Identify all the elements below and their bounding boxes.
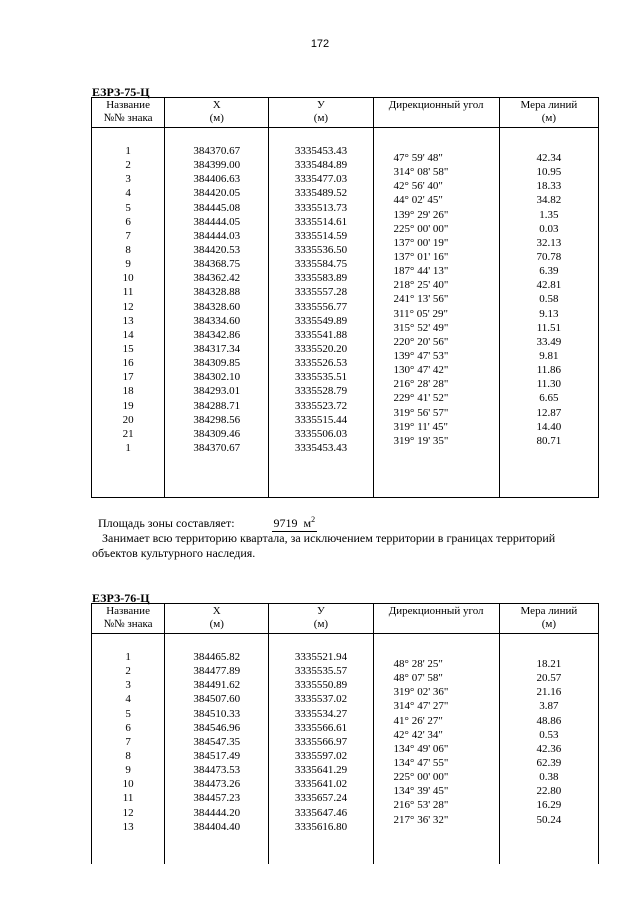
direction-angle: 315° 52' 49" bbox=[393, 321, 449, 334]
coordinates-table bbox=[91, 603, 599, 864]
y-value: 3335541.88 bbox=[294, 328, 348, 341]
y-value: 3335584.75 bbox=[294, 258, 348, 271]
header-name: Название №№ знака bbox=[92, 98, 165, 128]
header-angle: Дирекционный угол bbox=[373, 604, 499, 634]
point-number: 10 bbox=[122, 272, 134, 285]
line-length: 0.53 bbox=[539, 728, 559, 741]
direction-angle: 187° 44' 13" bbox=[393, 265, 449, 278]
point-number: 1 bbox=[125, 651, 131, 663]
y-value: 3335550.89 bbox=[294, 679, 348, 692]
direction-angle: 311° 05' 29" bbox=[393, 307, 449, 320]
y-value: 3335515.44 bbox=[294, 413, 348, 426]
y-value: 3335489.52 bbox=[294, 187, 348, 200]
point-number: 3 bbox=[125, 679, 131, 692]
header-x: X (м) bbox=[165, 604, 269, 634]
table-body bbox=[92, 128, 599, 498]
y-value: 3335597.02 bbox=[294, 749, 348, 762]
direction-angle: 139° 47' 53" bbox=[393, 349, 449, 362]
point-number: 4 bbox=[125, 187, 131, 200]
y-value: 3335477.03 bbox=[294, 173, 348, 186]
line-length: 11.51 bbox=[536, 321, 562, 334]
direction-angle: 42° 42' 34" bbox=[393, 728, 443, 741]
y-value: 3335647.46 bbox=[294, 806, 348, 819]
point-number: 4 bbox=[125, 693, 131, 706]
header-y: У (м) bbox=[269, 98, 373, 128]
header-y: У (м) bbox=[269, 604, 373, 634]
x-value: 384334.60 bbox=[193, 314, 241, 327]
direction-angle: 216° 53' 28" bbox=[393, 799, 449, 812]
direction-angle: 137° 00' 19" bbox=[393, 236, 449, 249]
y-value: 3335528.79 bbox=[294, 385, 348, 398]
direction-angle: 41° 26' 27" bbox=[393, 714, 443, 727]
line-length: 18.21 bbox=[536, 658, 562, 670]
line-length: 48.86 bbox=[536, 714, 562, 727]
x-value: 384420.53 bbox=[193, 243, 241, 256]
y-value: 3335583.89 bbox=[294, 272, 348, 285]
point-number: 3 bbox=[125, 173, 131, 186]
x-value: 384370.67 bbox=[193, 145, 241, 157]
y-column bbox=[269, 128, 373, 498]
point-number: 15 bbox=[122, 342, 134, 355]
line-length: 10.95 bbox=[536, 166, 562, 179]
line-length: 6.65 bbox=[539, 392, 559, 405]
direction-angle: 225° 00' 00" bbox=[393, 771, 449, 784]
line-length: 32.13 bbox=[536, 236, 562, 249]
direction-angle: 44° 02' 45" bbox=[393, 194, 443, 207]
point-number: 8 bbox=[125, 749, 131, 762]
y-value: 3335534.27 bbox=[294, 707, 348, 720]
y-value: 3335523.72 bbox=[294, 399, 348, 412]
table-header bbox=[92, 98, 599, 128]
point-number: 11 bbox=[122, 792, 134, 805]
point-number: 6 bbox=[125, 721, 131, 734]
point-number: 9 bbox=[125, 764, 131, 777]
direction-angle: 319° 02' 36" bbox=[393, 686, 449, 699]
point-number: 12 bbox=[122, 806, 134, 819]
direction-angle: 241° 13' 56" bbox=[393, 293, 449, 306]
direction-angle: 319° 19' 35" bbox=[393, 434, 449, 447]
zone-title: ЕЗРЗ-75-Ц bbox=[92, 85, 150, 99]
point-number: 21 bbox=[122, 427, 134, 440]
point-number: 17 bbox=[122, 371, 134, 384]
x-value: 384309.46 bbox=[193, 427, 241, 440]
x-value: 384444.03 bbox=[193, 229, 241, 242]
line-length: 34.82 bbox=[536, 194, 562, 207]
area-line bbox=[98, 515, 317, 532]
x-value: 384546.96 bbox=[193, 721, 241, 734]
line-length: 22.80 bbox=[536, 785, 562, 798]
x-value: 384288.71 bbox=[193, 399, 241, 412]
x-value: 384406.63 bbox=[193, 173, 241, 186]
point-number: 1 bbox=[125, 441, 131, 454]
y-value: 3335616.80 bbox=[294, 820, 348, 833]
x-value: 384507.60 bbox=[193, 693, 241, 706]
line-length: 42.36 bbox=[536, 742, 562, 755]
direction-angle: 319° 11' 45" bbox=[393, 420, 449, 433]
direction-angle: 130° 47' 42" bbox=[393, 364, 449, 377]
y-value: 3335657.24 bbox=[294, 792, 348, 805]
direction-angle: 314° 47' 27" bbox=[393, 700, 449, 713]
direction-angle: 229° 41' 52" bbox=[393, 392, 449, 405]
line-length: 50.24 bbox=[536, 813, 562, 826]
point-number: 7 bbox=[125, 229, 131, 242]
line-length: 14.40 bbox=[536, 420, 562, 433]
y-value: 3335535.51 bbox=[294, 371, 348, 384]
y-value: 3335556.77 bbox=[294, 300, 348, 313]
line-length: 42.81 bbox=[536, 279, 562, 292]
y-value: 3335506.03 bbox=[294, 427, 348, 440]
y-value: 3335566.61 bbox=[294, 721, 348, 734]
y-value: 3335557.28 bbox=[294, 286, 348, 299]
length-column bbox=[499, 128, 598, 498]
angle-column bbox=[373, 128, 499, 498]
direction-angle: 218° 25' 40" bbox=[393, 279, 449, 292]
point-number: 14 bbox=[122, 328, 134, 341]
x-value: 384399.00 bbox=[193, 159, 241, 172]
zone-title: ЕЗРЗ-76-Ц bbox=[92, 591, 150, 605]
line-length: 1.35 bbox=[539, 208, 559, 221]
line-length: 0.38 bbox=[539, 771, 559, 784]
direction-angle: 42° 56' 40" bbox=[393, 180, 443, 193]
x-value: 384328.60 bbox=[193, 300, 241, 313]
x-value: 384517.49 bbox=[193, 749, 241, 762]
y-value: 3335521.94 bbox=[294, 651, 348, 663]
direction-angle: 220° 20' 56" bbox=[393, 335, 449, 348]
x-value: 384298.56 bbox=[193, 413, 241, 426]
area-value: 9719 $м^2$ bbox=[273, 515, 316, 530]
x-value: 384302.10 bbox=[193, 371, 241, 384]
point-number: 12 bbox=[122, 300, 134, 313]
line-length: 62.39 bbox=[536, 756, 562, 769]
direction-angle: 217° 36' 32" bbox=[393, 813, 449, 826]
y-value: 3335537.02 bbox=[294, 693, 348, 706]
header-name: Название №№ знака bbox=[92, 604, 165, 634]
x-value: 384444.05 bbox=[193, 215, 241, 228]
page-number: 172 bbox=[310, 38, 330, 50]
point-numbers-column bbox=[92, 128, 165, 498]
table-body bbox=[92, 634, 599, 864]
x-column bbox=[165, 634, 269, 864]
line-length: 11.30 bbox=[536, 378, 562, 391]
x-value: 384444.20 bbox=[193, 806, 241, 819]
point-number: 18 bbox=[122, 385, 134, 398]
header-length: Мера линий (м) bbox=[499, 604, 598, 634]
line-length: 12.87 bbox=[536, 406, 562, 419]
y-value: 3335453.43 bbox=[294, 441, 348, 454]
length-column bbox=[499, 634, 598, 864]
header-length: Мера линий (м) bbox=[499, 98, 598, 128]
x-value: 384362.42 bbox=[193, 272, 241, 285]
line-length: 33.49 bbox=[536, 335, 562, 348]
zone-note: Занимает всю территорию квартала, за исключением территории в границах территорий объектов культурного наследия. bbox=[92, 531, 556, 560]
direction-angle: 319° 56' 57" bbox=[393, 406, 449, 419]
x-value: 384368.75 bbox=[193, 258, 241, 271]
y-value: 3335566.97 bbox=[294, 735, 348, 748]
x-value: 384473.53 bbox=[193, 764, 241, 777]
direction-angle: 134° 49' 06" bbox=[393, 742, 449, 755]
direction-angle: 225° 00' 00" bbox=[393, 222, 449, 235]
line-length: 80.71 bbox=[536, 434, 562, 447]
line-length: 20.57 bbox=[536, 672, 562, 685]
header-angle: Дирекционный угол bbox=[373, 98, 499, 128]
point-number: 19 bbox=[122, 399, 134, 412]
point-number: 6 bbox=[125, 215, 131, 228]
y-value: 3335484.89 bbox=[294, 159, 348, 172]
angle-column bbox=[373, 634, 499, 864]
y-value: 3335536.50 bbox=[294, 243, 348, 256]
point-number: 11 bbox=[122, 286, 134, 299]
x-value: 384477.89 bbox=[193, 665, 241, 678]
area-label: Площадь зоны составляет: bbox=[98, 516, 235, 530]
point-number: 8 bbox=[125, 243, 131, 256]
point-number: 2 bbox=[125, 159, 131, 172]
line-length: 21.16 bbox=[536, 686, 562, 699]
direction-angle: 48° 07' 58" bbox=[393, 672, 443, 685]
coordinates-table bbox=[91, 97, 599, 498]
point-number: 16 bbox=[122, 357, 134, 370]
point-number: 1 bbox=[125, 145, 131, 157]
line-length: 42.34 bbox=[536, 152, 562, 164]
point-number: 20 bbox=[122, 413, 134, 426]
direction-angle: 134° 47' 55" bbox=[393, 756, 449, 769]
y-value: 3335514.59 bbox=[294, 229, 348, 242]
header-x: X (м) bbox=[165, 98, 269, 128]
x-value: 384473.26 bbox=[193, 778, 241, 791]
point-number: 5 bbox=[125, 707, 131, 720]
y-value: 3335453.43 bbox=[294, 145, 348, 157]
x-value: 384420.05 bbox=[193, 187, 241, 200]
x-value: 384457.23 bbox=[193, 792, 241, 805]
x-value: 384404.40 bbox=[193, 820, 241, 833]
point-numbers-column bbox=[92, 634, 165, 864]
line-length: 16.29 bbox=[536, 799, 562, 812]
direction-angle: 134° 39' 45" bbox=[393, 785, 449, 798]
point-number: 13 bbox=[122, 820, 134, 833]
x-value: 384370.67 bbox=[193, 441, 241, 454]
direction-angle: 48° 28' 25" bbox=[393, 658, 443, 670]
direction-angle: 216° 28' 28" bbox=[393, 378, 449, 391]
table-header bbox=[92, 604, 599, 634]
point-number: 13 bbox=[122, 314, 134, 327]
x-value: 384317.34 bbox=[193, 342, 241, 355]
y-value: 3335641.29 bbox=[294, 764, 348, 777]
line-length: 18.33 bbox=[536, 180, 562, 193]
y-value: 3335641.02 bbox=[294, 778, 348, 791]
direction-angle: 137° 01' 16" bbox=[393, 250, 449, 263]
x-value: 384445.08 bbox=[193, 201, 241, 214]
line-length: 70.78 bbox=[536, 250, 562, 263]
x-value: 384547.35 bbox=[193, 735, 241, 748]
line-length: 6.39 bbox=[539, 265, 559, 278]
line-length: 3.87 bbox=[539, 700, 559, 713]
point-number: 10 bbox=[122, 778, 134, 791]
line-length: 9.81 bbox=[539, 349, 559, 362]
direction-angle: 314° 08' 58" bbox=[393, 166, 449, 179]
y-value: 3335535.57 bbox=[294, 665, 348, 678]
x-value: 384510.33 bbox=[193, 707, 241, 720]
line-length: 0.03 bbox=[539, 222, 559, 235]
y-value: 3335549.89 bbox=[294, 314, 348, 327]
x-value: 384328.88 bbox=[193, 286, 241, 299]
x-column bbox=[165, 128, 269, 498]
y-column bbox=[269, 634, 373, 864]
line-length: 0.58 bbox=[539, 293, 559, 306]
direction-angle: 47° 59' 48" bbox=[393, 152, 443, 164]
point-number: 5 bbox=[125, 201, 131, 214]
point-number: 9 bbox=[125, 258, 131, 271]
x-value: 384309.85 bbox=[193, 357, 241, 370]
line-length: 9.13 bbox=[539, 307, 559, 320]
x-value: 384491.62 bbox=[193, 679, 241, 692]
line-length: 11.86 bbox=[536, 364, 562, 377]
y-value: 3335526.53 bbox=[294, 357, 348, 370]
point-number: 7 bbox=[125, 735, 131, 748]
x-value: 384465.82 bbox=[193, 651, 241, 663]
y-value: 3335520.20 bbox=[294, 342, 348, 355]
x-value: 384293.01 bbox=[193, 385, 241, 398]
x-value: 384342.86 bbox=[193, 328, 241, 341]
y-value: 3335513.73 bbox=[294, 201, 348, 214]
y-value: 3335514.61 bbox=[294, 215, 348, 228]
point-number: 2 bbox=[125, 665, 131, 678]
direction-angle: 139° 29' 26" bbox=[393, 208, 449, 221]
